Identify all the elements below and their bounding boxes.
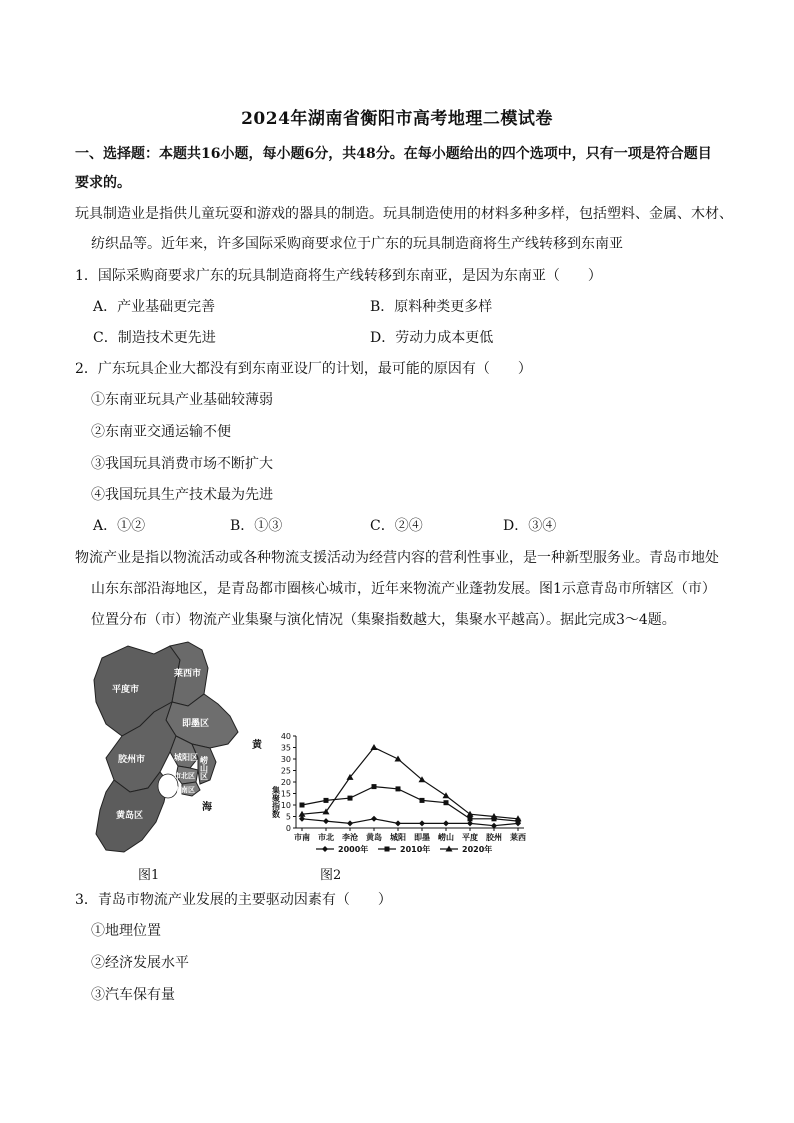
map-label-jimo: 即墨区 [182,719,210,729]
q2-option-c[interactable]: C．②④ [370,518,423,534]
legend-label: 2020年 [462,845,493,854]
passage2-line3: 位置分布（市）物流产业集聚与演化情况（集聚指数越大，集聚水平越高）。据此完成3～4题。 [91,612,676,628]
legend-marker [322,846,328,852]
y-tick-label: 30 [280,755,291,764]
q2-option-b[interactable]: B．①③ [230,518,283,534]
data-point [371,816,377,822]
y-tick-label: 25 [280,766,291,776]
data-point [444,800,449,805]
page-title: 2024年湖南省衡阳市高考地理二模试卷 [241,109,553,129]
x-tick-label: 即墨 [414,833,430,842]
x-tick-label: 黄岛 [366,833,382,842]
q2-item-2: ②东南亚交通运输不便 [91,424,231,440]
y-tick-label: 35 [280,743,291,753]
q1-option-c[interactable]: C．制造技术更先进 [93,330,216,346]
data-point [420,798,425,803]
q1-stem: 1．国际采购商要求广东的玩具制造商将生产线转移到东南亚，是因为东南亚（ ） [75,268,602,284]
x-tick-label: 平度 [462,833,478,842]
map-label-jiaozhou: 胶州市 [118,755,146,765]
data-point [324,798,329,803]
map-label-shibei: 市北区 [174,772,195,780]
y-tick-label: 15 [280,789,291,799]
data-point [443,792,450,798]
q2-stem: 2．广东玩具企业大都没有到东南亚设厂的计划，最可能的原因有（ ） [75,361,532,377]
map-label-laoshan: 崂山区 [199,756,209,780]
legend-marker [385,847,390,852]
figure2-caption: 图2 [320,868,342,883]
data-point [395,820,401,826]
x-tick-label: 莱西 [510,833,526,842]
q3-item-2: ②经济发展水平 [91,955,189,971]
passage2-line1: 物流产业是指以物流活动或各种物流支援活动为经营内容的营利性事业，是一种新型服务业。青岛市地处 [75,550,719,566]
data-point [300,803,305,808]
q2-item-4: ④我国玩具生产技术最为先进 [91,487,273,503]
section-heading-line2: 要求的。 [75,175,131,191]
data-point [323,818,329,824]
passage2-line2: 山东东部沿海地区，是青岛都市圈核心城市，近年来物流产业蓬勃发展。图1示意青岛市所辖区（市） [91,581,716,597]
data-point [443,820,449,826]
qingdao-map [88,640,268,858]
x-tick-label: 市北 [318,833,334,842]
legend-label: 2000年 [338,845,369,854]
y-tick-label: 40 [280,732,291,741]
data-point [467,820,473,826]
map-label-sea2: 海 [202,802,212,813]
q2-option-d[interactable]: D．③④ [503,518,557,534]
passage1-line1: 玩具制造业是指供儿童玩耍和游戏的器具的制造。玩具制造使用的材料多种多样，包括塑料、金属、木材、 [75,206,733,222]
data-point [372,784,377,789]
y-tick-label: 10 [280,801,291,810]
data-point [371,744,378,750]
x-tick-label: 胶州 [486,833,502,842]
y-tick-label: 20 [280,778,291,787]
map-label-pingdu: 平度市 [112,685,140,695]
passage1-line2: 纺织品等。近年来，许多国际采购商要求位于广东的玩具制造商将生产线转移到东南亚 [91,236,623,252]
x-tick-label: 市南 [294,833,310,842]
q2-item-3: ③我国玩具消费市场不断扩大 [91,456,273,472]
chart-ylabel: 集聚指数 [271,786,281,818]
map-label-laixi: 莱西市 [174,669,202,679]
x-tick-label: 崂山 [438,833,454,842]
q2-item-1: ①东南亚玩具产业基础较薄弱 [91,392,273,408]
data-point [348,796,353,801]
y-tick-label: 0 [285,824,291,833]
series-line-2 [302,748,518,819]
x-tick-label: 城阳 [390,833,406,842]
q1-option-d[interactable]: D．劳动力成本更低 [370,330,494,346]
data-point [299,816,305,822]
data-point [395,756,402,762]
map-label-sea1: 黄 [252,740,262,751]
data-point [347,820,353,826]
q3-stem: 3．青岛市物流产业发展的主要驱动因素有（ ） [75,892,392,908]
legend-label: 2010年 [400,845,431,854]
map-label-chengyang: 城阳区 [174,753,198,762]
logistics-chart [266,728,532,860]
x-tick-label: 李沧 [342,833,358,842]
q2-option-a[interactable]: A．①② [93,518,146,534]
q3-item-3: ③汽车保有量 [91,987,175,1003]
q3-item-1: ①地理位置 [91,923,161,939]
y-tick-label: 5 [285,812,291,822]
map-label-huangdao: 黄岛区 [116,811,144,821]
q1-option-b[interactable]: B．原料种类更多样 [370,299,493,315]
data-point [468,816,473,821]
q1-option-a[interactable]: A．产业基础更完善 [93,299,216,315]
figure1-caption: 图1 [138,868,160,883]
map-label-shinan: 市南区 [174,786,195,794]
section-heading-line1: 一、选择题：本题共16小题，每小题6分，共48分。在每小题给出的四个选项中，只有一项是符合题目 [75,146,712,162]
data-point [396,786,401,791]
series-line-0 [302,819,518,826]
data-point [419,820,425,826]
